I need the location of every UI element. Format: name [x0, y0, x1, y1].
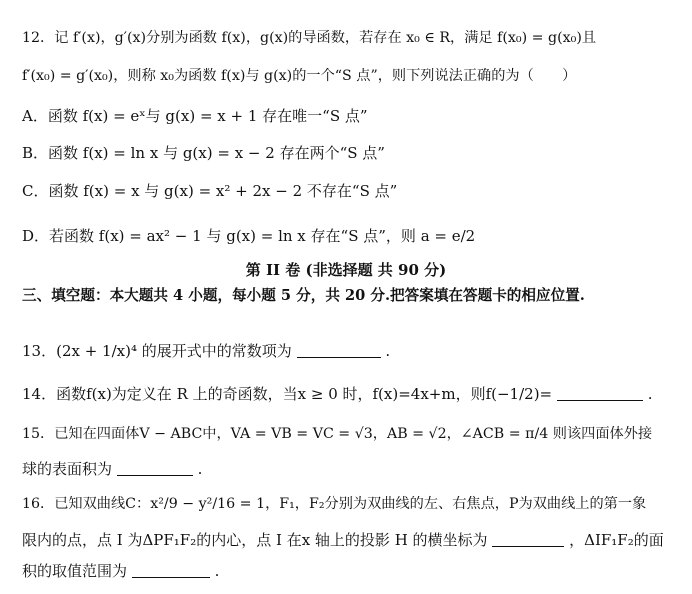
q15-tail: .: [197, 460, 203, 478]
q13-text: 13．(2x + 1/x)⁴ 的展开式中的常数项为: [22, 342, 292, 360]
q14-line: [22, 383, 672, 405]
q13-answer-blank[interactable]: [297, 341, 381, 358]
q15-line2: [22, 458, 672, 480]
q12-line2: f′(x₀) = g′(x₀)，则称 x₀为函数 f(x)与 g(x)的一个“S 点”，则下列说法正确的为（ ）: [22, 68, 577, 84]
q14-answer-blank[interactable]: [557, 384, 643, 401]
q12-option-b: B．函数 f(x) = ln x 与 g(x) = x − 2 存在两个“S 点”: [22, 144, 385, 162]
q16-line2: [22, 529, 672, 551]
q16-line3: [22, 560, 672, 582]
q16-answer-blank-1[interactable]: [492, 530, 564, 547]
q13-line: [22, 340, 672, 362]
section-title: 第 II 卷 (非选择题 共 90 分): [245, 261, 447, 279]
q14-tail: .: [647, 385, 653, 403]
q15-answer-blank[interactable]: [117, 459, 193, 476]
q12-option-d: D．若函数 f(x) = ax² − 1 与 g(x) = ln x 存在“S 点”，则 a = e/2: [22, 227, 476, 245]
q13-tail: .: [385, 342, 391, 360]
q16-text-3: 积的取值范围为: [22, 562, 128, 580]
q16-line1: 16．已知双曲线C：x²/9 − y²/16 = 1，F₁，F₂分别为双曲线的左、右焦点，P为双曲线上的第一象: [22, 496, 647, 512]
q15-text: 球的表面积为: [22, 460, 113, 478]
q12-option-a: A．函数 f(x) = eˣ与 g(x) = x + 1 存在唯一“S 点”: [22, 107, 368, 125]
q16-tail: .: [214, 562, 220, 580]
q15-line1: 15．已知在四面体V − ABC中，VA = VB = VC = √3，AB = √2，∠ACB = π/4 则该四面体外接: [22, 426, 653, 442]
section-instructions: 三、填空题：本大题共 4 小题，每小题 5 分，共 20 分.把答案填在答题卡的相应位置.: [22, 287, 585, 304]
q14-text: 14．函数f(x)为定义在 R 上的奇函数，当x ≥ 0 时，f(x)=4x+m，则f(−1/2)=: [22, 385, 553, 403]
q16-text-2: 限内的点，点 I 为ΔPF₁F₂的内心，点 I 在x 轴上的投影 H 的横坐标为: [22, 531, 488, 549]
q12-option-c: C．函数 f(x) = x 与 g(x) = x² + 2x − 2 不存在“S 点”: [22, 182, 398, 200]
q16-mid: ，ΔIF₁F₂的面: [569, 531, 664, 549]
q16-answer-blank-2[interactable]: [132, 561, 210, 578]
q12-line1: 12．记 f′(x)，g′(x)分别为函数 f(x)，g(x)的导函数，若存在 x₀ ∈ R，满足 f(x₀) = g(x₀)且: [22, 30, 597, 46]
